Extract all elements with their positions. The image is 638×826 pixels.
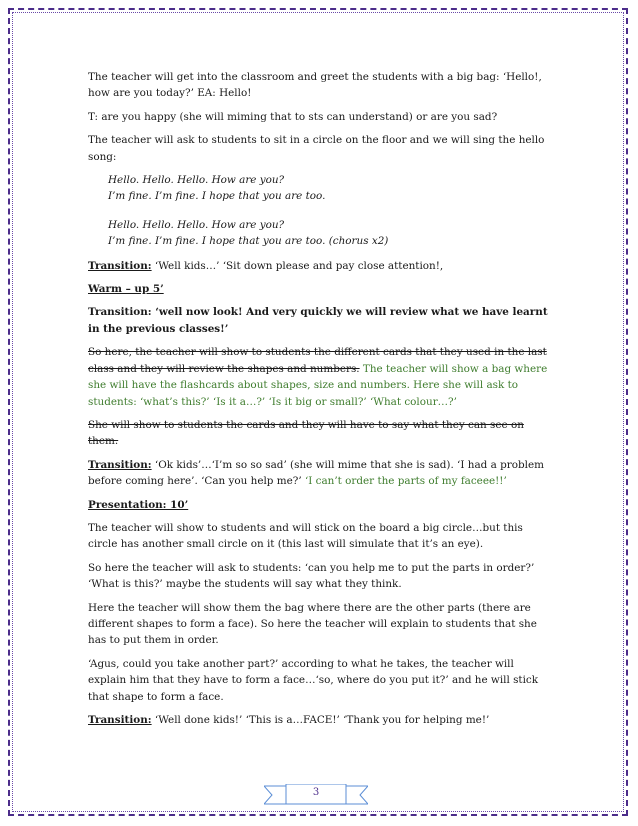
transition-label: Transition: [88,259,152,272]
transition-label: Transition: [88,714,152,726]
paragraph: T: are you happy (she will miming that to sts can understand) or are you sad? [88,110,498,123]
document-body [88,69,550,735]
green-text: ‘I can’t order the parts of my faceee!!’ [304,475,507,488]
transition-text: ‘Ok kids’…‘I’m so so sad’ (she will mime that she is sad). ‘I had a problem before coming here’. ‘Can you help me?’ [88,458,544,488]
paragraph [88,344,550,410]
paragraph: So here the teacher will ask to students: ‘can you help me to put the parts in order?’ ‘What is this?’ maybe the students will say what they think. [88,561,535,591]
page-number: 3 [312,787,320,798]
transition-label: Transition: [88,458,152,471]
song-line: I’m fine. I’m fine. I hope that you are too. (chorus x2) [108,235,389,248]
transition-paragraph [88,457,550,490]
paragraph: The teacher will ask to students to sit in a circle on the floor and we will sing the hello song: [88,134,545,163]
struck-text: So here, the teacher will show to students the different cards that they used in the last class and they will review the shapes and numbers. [88,346,547,375]
transition-text: ‘Well kids…’ ‘Sit down please and pay close attention!, [151,259,444,272]
song-lyrics [108,172,550,250]
page-number-ribbon [264,784,368,806]
song-line: Hello. Hello. Hello. How are you? [108,174,285,187]
section-heading-warmup: Warm – up 5’ [88,283,164,296]
transition-text: ‘Well done kids!’ ‘This is a…FACE!’ ‘Thank you for helping me!’ [151,714,490,726]
transition-paragraph [88,712,550,728]
section-heading-presentation: Presentation: 10’ [88,498,189,511]
struck-paragraph: She will show to students the cards and they will have to say what they can see on them. [88,418,524,448]
paragraph: ‘Agus, could you take another part?’ according to what he takes, the teacher will explain him that they have to form a face…‘so, where do you put it?’ and he will stick that shape to form a face. [88,657,539,703]
transition-paragraph [88,258,550,274]
green-text: The teacher will show a bag where she will have the flashcards about shapes, size and numbers. Here she will ask to students: ‘what’s this?’ ‘Is it a…?’ ‘Is it big or small?’ ‘What colour…?’ [88,362,548,408]
paragraph: The teacher will show to students and will stick on the board a big circle…but this circle has another small circle on it (this last will simulate that it’s an eye). [88,521,523,551]
song-line: I’m fine. I’m fine. I hope that you are too. [108,190,326,203]
transition-paragraph: Transition: ‘well now look! And very quickly we will review what we have learnt in the previous classes!’ [88,306,548,335]
paragraph: Here the teacher will show them the bag where there are the other parts (there are different shapes to form a face). So here the teacher will explain to students that she has to put them in order. [88,601,537,647]
paragraph: The teacher will get into the classroom and greet the students with a big bag: ‘Hello!, how are you today?’ EA: Hello! [88,71,542,100]
song-line: Hello. Hello. Hello. How are you? [108,218,285,231]
